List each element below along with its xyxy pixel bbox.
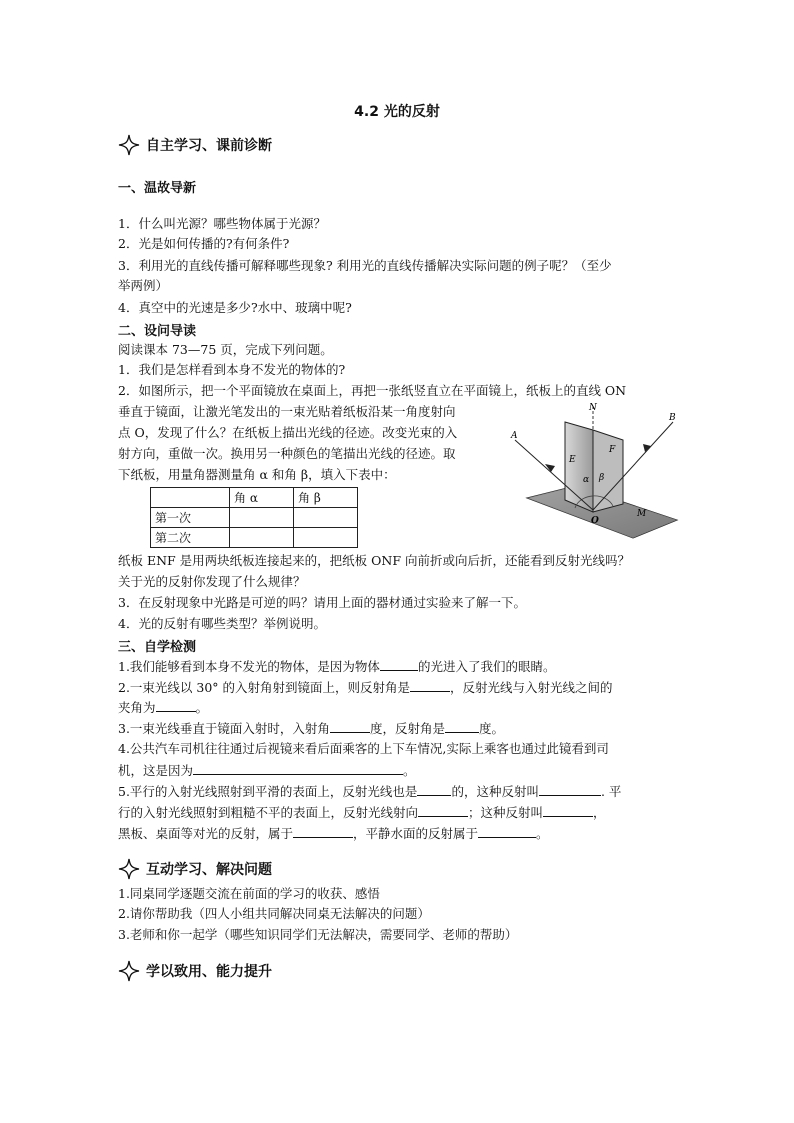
answer-blank[interactable]	[543, 802, 593, 817]
question-line	[118, 802, 606, 823]
text-segment: 。	[403, 763, 416, 778]
text-segment: 5.平行的入射光线照射到平滑的表面上，反射光线也是	[118, 784, 418, 799]
section-heading-text: 学以致用、能力提升	[146, 964, 272, 980]
section-heading-text: 自主学习、课前诊断	[146, 138, 272, 154]
answer-blank[interactable]	[478, 823, 536, 838]
reflection-experiment-diagram	[505, 400, 685, 540]
question-line: 下纸板，用量角器测量角 α 和角 β，填入下表中：	[118, 467, 396, 482]
question-line: 举两例）	[118, 278, 169, 293]
question-line: 纸板 ENF 是用两块纸板连接起来的，把纸板 ONF 向前折或向后折，还能看到反射光线吗？	[118, 553, 630, 568]
subheading-review: 一、温故导新	[118, 181, 197, 196]
text-segment: 。	[536, 826, 549, 841]
text-segment: 1.我们能够看到本身不发光的物体，是因为物体	[118, 659, 380, 674]
question-line: 2．如图所示，把一个平面镜放在桌面上，再把一张纸竖直立在平面镜上，纸板上的直线 ON	[118, 383, 627, 398]
question-line: 3．在反射现象中光路是可逆的吗？请用上面的器材通过实验来了解一下。	[118, 595, 526, 610]
page-title: 4.2 光的反射	[354, 104, 440, 120]
subheading-guided-reading: 二、设问导读	[118, 324, 197, 339]
question-line	[118, 823, 549, 844]
answer-blank[interactable]	[293, 823, 353, 838]
text-segment: 的，这种反射叫	[451, 784, 539, 799]
table-row	[151, 528, 358, 548]
four-point-star-icon	[118, 858, 140, 880]
question-line	[118, 656, 555, 677]
question-line	[118, 718, 504, 739]
answer-blank[interactable]	[539, 781, 601, 796]
text-segment: 夹角为	[118, 700, 156, 715]
table-header-cell: 角 α	[230, 488, 294, 508]
label-m: M	[637, 509, 647, 519]
answer-blank[interactable]	[156, 697, 196, 712]
table-header-cell	[151, 488, 230, 508]
label-a: A	[511, 431, 518, 441]
text-segment: ；这种反射叫	[468, 805, 544, 820]
question-line: 2.请你帮助我（四人小组共同解决同桌无法解决的问题）	[118, 906, 430, 921]
question-line: 点 O，发现了什么？在纸板上描出光线的径迹。改变光束的入	[118, 425, 458, 440]
text-segment: 的光进入了我们的眼睛。	[417, 659, 556, 674]
label-o: O	[591, 516, 599, 526]
text-segment: ，平静水面的反射属于	[353, 826, 479, 841]
section-heading-interactive	[118, 856, 272, 882]
question-line	[118, 697, 208, 718]
text-segment: 机，这是因为	[118, 763, 194, 778]
text-segment: ，	[593, 805, 606, 820]
question-line: 4．真空中的光速是多少?水中、玻璃中呢?	[118, 300, 352, 315]
table-row-label: 第二次	[151, 528, 230, 548]
label-beta: β	[599, 473, 605, 483]
question-line: 3．利用光的直线传播可解释哪些现象? 利用光的直线传播解决实际问题的例子呢？（至少	[118, 258, 612, 273]
table-cell-empty[interactable]	[294, 508, 358, 528]
angle-table	[150, 487, 358, 548]
question-line: 1.同桌同学逐题交流在前面的学习的收获、感悟	[118, 886, 380, 901]
question-line: 4.公共汽车司机往往通过后视镜来看后面乘客的上下车情况,实际上乘客也通过此镜看到司	[118, 741, 609, 756]
text-segment: ，反射光线与入射光线之间的	[450, 680, 613, 695]
answer-blank[interactable]	[445, 718, 479, 733]
question-line: 垂直于镜面，让激光笔发出的一束光贴着纸板沿某一角度射向	[118, 404, 456, 419]
table-row	[151, 508, 358, 528]
question-line	[118, 677, 613, 698]
text-segment: . 平	[600, 784, 622, 799]
text-segment: 。	[195, 700, 209, 715]
label-f: F	[609, 445, 616, 455]
table-cell-empty[interactable]	[294, 528, 358, 548]
table-header-cell: 角 β	[294, 488, 358, 508]
label-alpha: α	[583, 475, 590, 485]
section-heading-self-study	[118, 132, 272, 158]
question-line: 2．光是如何传播的?有何条件?	[118, 236, 290, 251]
table-row-label: 第一次	[151, 508, 230, 528]
question-line: 4．光的反射有哪些类型？举例说明。	[118, 616, 326, 631]
four-point-star-icon	[118, 960, 140, 982]
question-line: 阅读课本 73—75 页，完成下列问题。	[118, 342, 333, 357]
answer-blank[interactable]	[193, 760, 403, 775]
answer-blank[interactable]	[418, 802, 468, 817]
table-cell-empty[interactable]	[230, 528, 294, 548]
table-row	[151, 488, 358, 508]
four-point-star-icon	[118, 134, 140, 156]
text-segment: 行的入射光线照射到粗糙不平的表面上，反射光线射向	[118, 805, 419, 820]
text-segment: 黑板、桌面等对光的反射，属于	[118, 826, 294, 841]
question-line: 1．什么叫光源？哪些物体属于光源？	[118, 216, 326, 231]
text-segment: 度。	[478, 721, 504, 736]
label-n: N	[589, 403, 597, 413]
answer-blank[interactable]	[410, 677, 450, 692]
question-line	[118, 760, 416, 781]
text-segment: 度，反射角是	[369, 721, 445, 736]
text-segment: 3.一束光线垂直于镜面入射时，入射角	[118, 721, 330, 736]
section-heading-apply	[118, 958, 272, 984]
question-line: 1．我们是怎样看到本身不发光的物体的?	[118, 362, 346, 377]
answer-blank[interactable]	[380, 656, 418, 671]
question-line: 3.老师和你一起学（哪些知识同学们无法解决，需要同学、老师的帮助）	[118, 927, 518, 942]
subheading-self-test: 三、自学检测	[118, 640, 197, 655]
text-segment: 2.一束光线以 30° 的入射角射到镜面上，则反射角是	[118, 680, 411, 695]
answer-blank[interactable]	[330, 718, 370, 733]
section-heading-text: 互动学习、解决问题	[146, 862, 272, 878]
label-e: E	[569, 455, 576, 465]
question-line	[118, 781, 621, 802]
question-line: 关于光的反射你发现了什么规律？	[118, 574, 306, 589]
label-b: B	[669, 413, 676, 423]
question-line: 射方向，重做一次。换用另一种颜色的笔描出光线的径迹。取	[118, 446, 456, 461]
answer-blank[interactable]	[417, 781, 451, 796]
table-cell-empty[interactable]	[230, 508, 294, 528]
